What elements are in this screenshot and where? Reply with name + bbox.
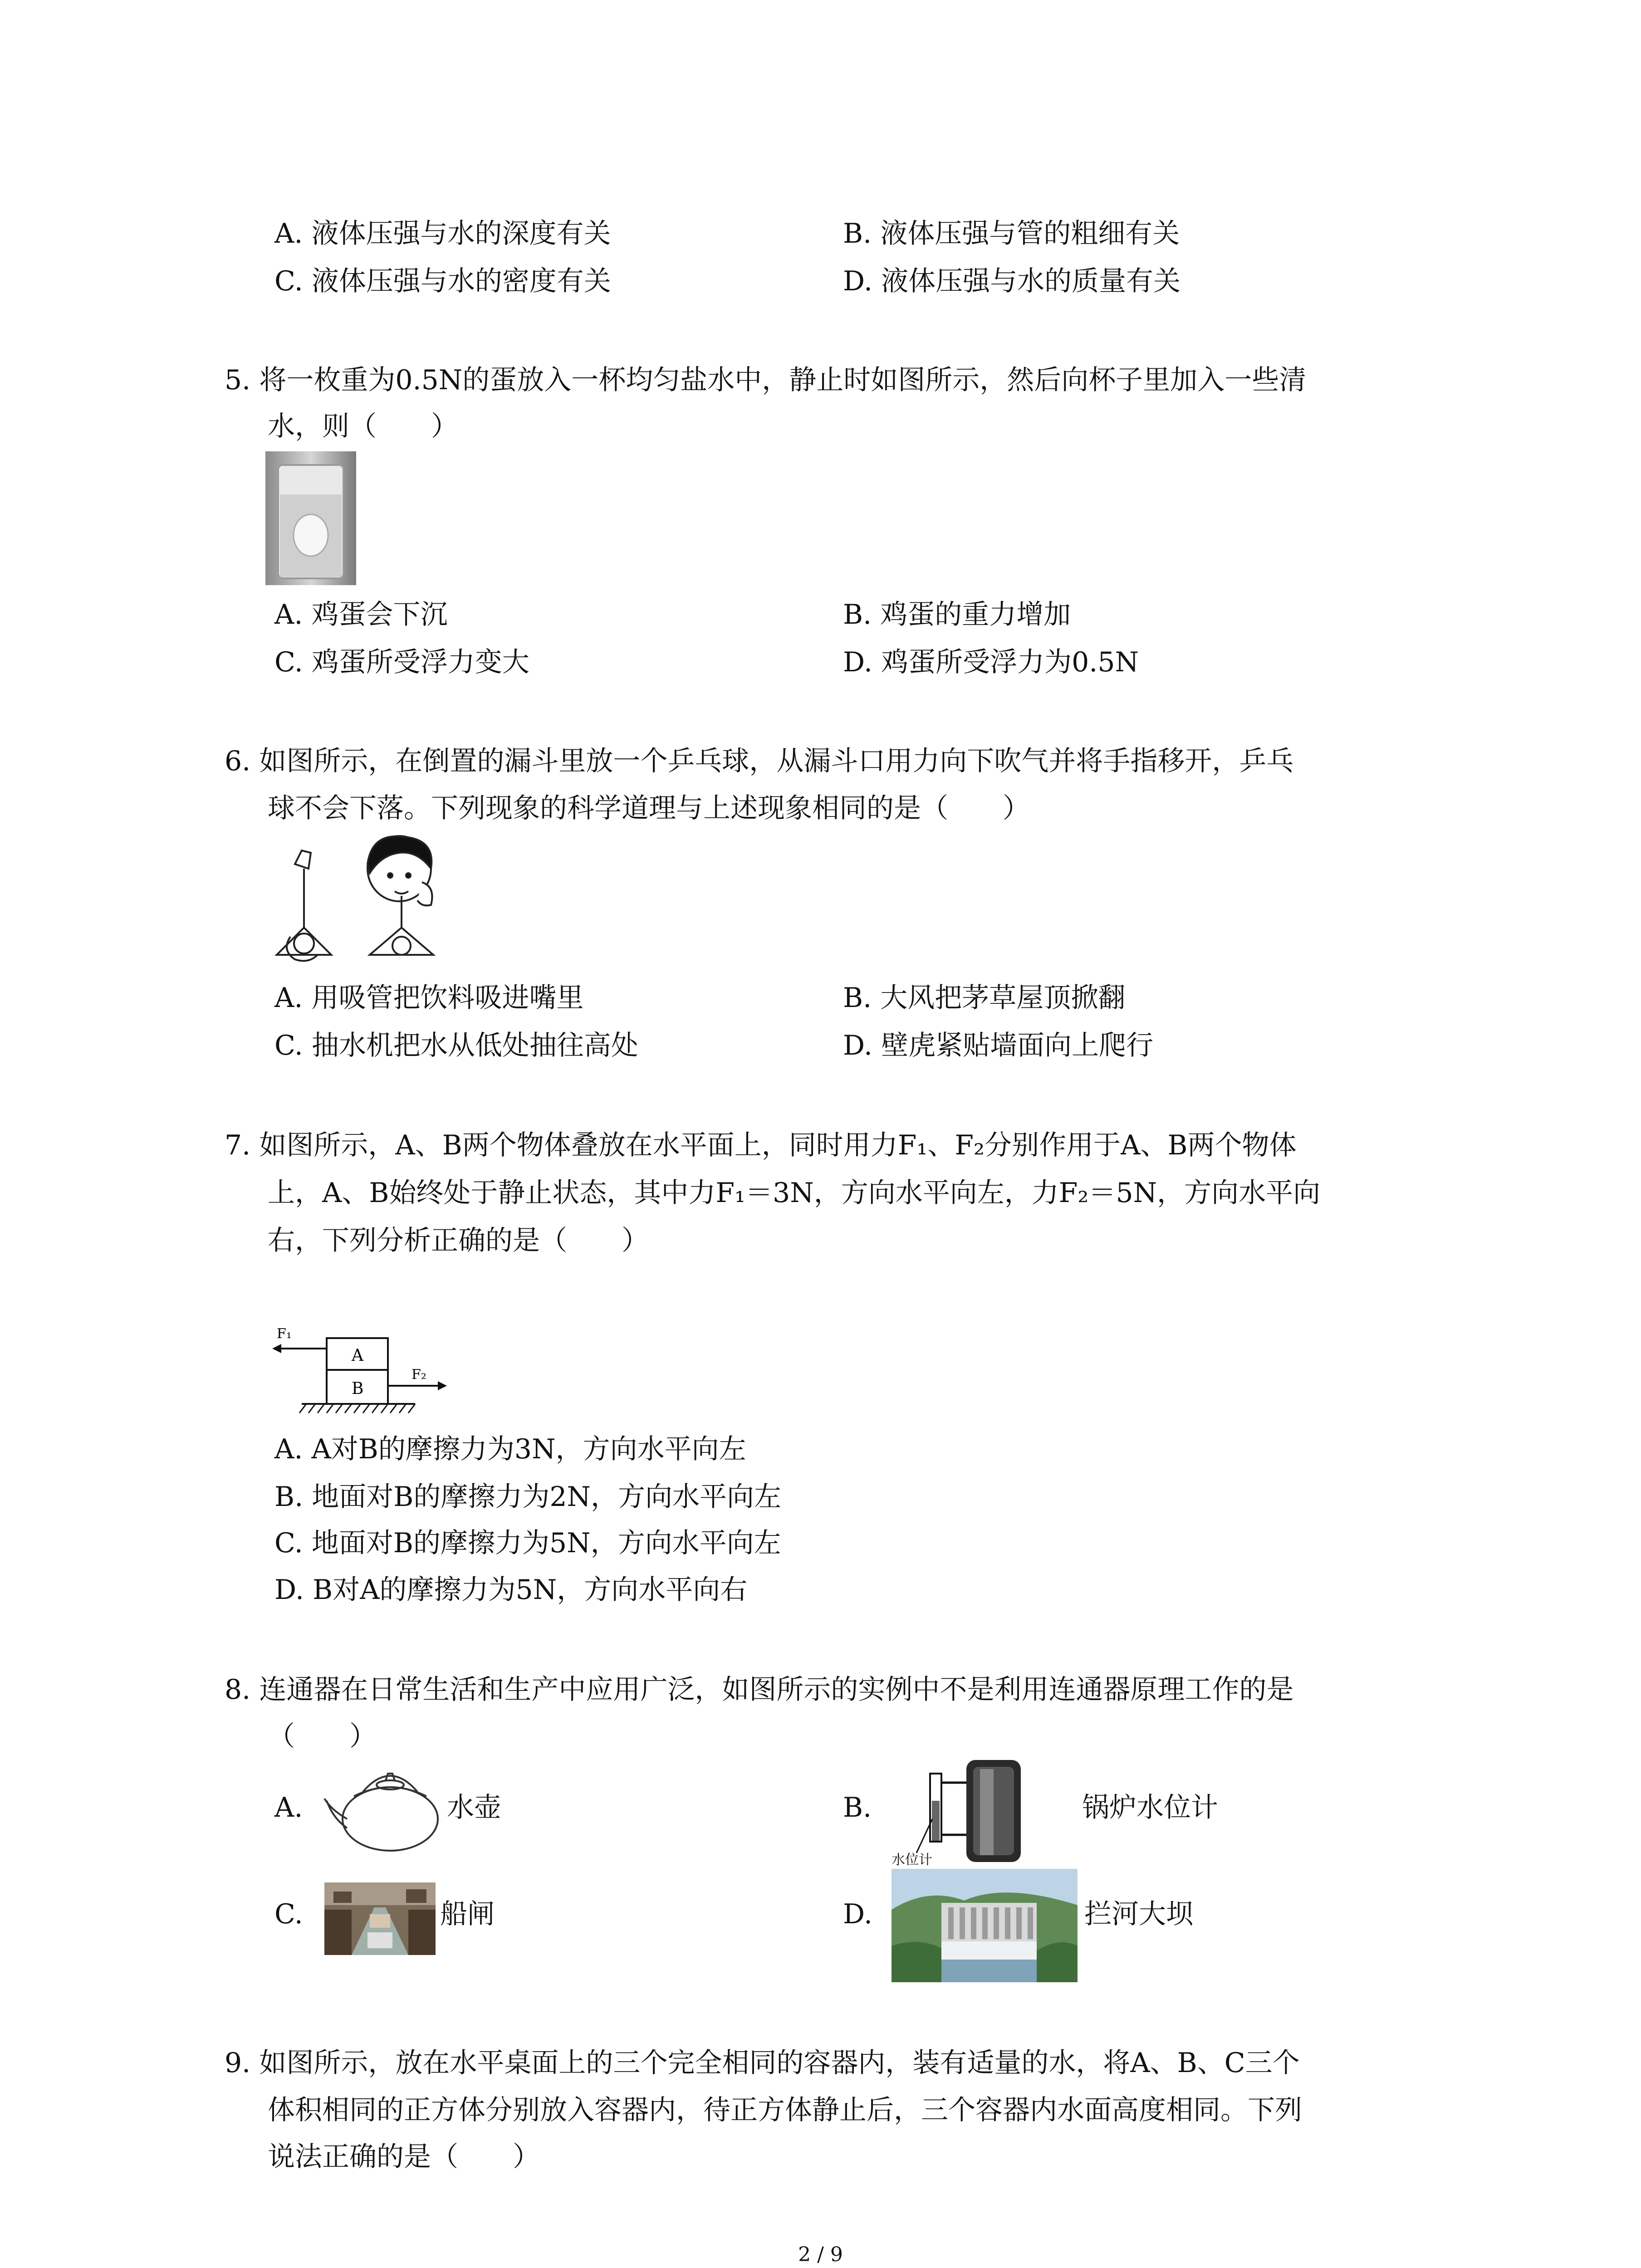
- q8-option-b-text: 锅炉水位计: [1082, 1792, 1218, 1823]
- q5-option-d: D. 鸡蛋所受浮力为0.5N: [843, 646, 1139, 678]
- q6-stem-line2: 球不会下落。下列现象的科学道理与上述现象相同的是（ ）: [268, 792, 1030, 824]
- q8-option-a-letter: A.: [274, 1792, 303, 1823]
- force-f1-label: F₁: [277, 1326, 292, 1342]
- q5-stem-line2: 水，则（ ）: [268, 411, 458, 442]
- water-gauge-label: 水位计: [892, 1852, 932, 1868]
- q9-stem-line1: 9. 如图所示，放在水平桌面上的三个完全相同的容器内，装有适量的水，将A、B、C三个: [225, 2047, 1300, 2079]
- q8-option-a-text: 水壶: [447, 1792, 501, 1823]
- q5-option-c: C. 鸡蛋所受浮力变大: [274, 646, 529, 678]
- q7-option-c: C. 地面对B的摩擦力为5N，方向水平向左: [274, 1527, 781, 1559]
- blocks-ab-force-diagram: [265, 1318, 456, 1422]
- q8-option-d-text: 拦河大坝: [1084, 1898, 1193, 1930]
- q8-option-b-letter: B.: [843, 1792, 872, 1823]
- q7-option-a: A. A对B的摩擦力为3N，方向水平向左: [274, 1433, 746, 1465]
- q6-stem-line1: 6. 如图所示，在倒置的漏斗里放一个乒乓球，从漏斗口用力向下吹气并将手指移开，乒乓: [225, 745, 1294, 777]
- q4-option-c: C. 液体压强与水的密度有关: [274, 265, 611, 297]
- funnel-pingpong-image: [268, 832, 485, 968]
- q5-stem-line1: 5. 将一枚重为0.5N的蛋放入一杯均匀盐水中，静止时如图所示，然后向杯子里加入一些清: [225, 364, 1307, 396]
- q5-option-b: B. 鸡蛋的重力增加: [843, 599, 1071, 631]
- q8-option-c-text: 船闸: [440, 1898, 495, 1930]
- river-dam-image: [892, 1869, 1078, 1982]
- q7-option-d: D. B对A的摩擦力为5N，方向水平向右: [274, 1574, 748, 1606]
- q9-stem-line3: 说法正确的是（ ）: [268, 2141, 540, 2173]
- q9-stem-line2: 体积相同的正方体分别放入容器内，待正方体静止后，三个容器内水面高度相同。下列: [268, 2094, 1302, 2126]
- page-number: 2 / 9: [798, 2243, 843, 2266]
- q6-option-a: A. 用吸管把饮料吸进嘴里: [274, 982, 584, 1014]
- q7-stem-line1: 7. 如图所示，A、B两个物体叠放在水平面上，同时用力F₁、F₂分别作用于A、B两个物体: [225, 1129, 1297, 1161]
- q6-option-d: D. 壁虎紧贴墙面向上爬行: [843, 1030, 1154, 1061]
- q7-option-b: B. 地面对B的摩擦力为2N，方向水平向左: [274, 1481, 782, 1513]
- kettle-image: [322, 1760, 445, 1855]
- ship-lock-image: [324, 1882, 436, 1955]
- q8-option-c-letter: C.: [274, 1898, 303, 1930]
- q4-option-a: A. 液体压强与水的深度有关: [274, 218, 611, 249]
- q4-option-d: D. 液体压强与水的质量有关: [843, 265, 1181, 297]
- q7-stem-line3: 右，下列分析正确的是（ ）: [268, 1225, 649, 1256]
- q7-stem-line2: 上，A、B始终处于静止状态，其中力F₁＝3N，方向水平向左，力F₂＝5N，方向水平向: [268, 1177, 1321, 1209]
- egg-in-saltwater-image: [265, 451, 356, 585]
- boiler-water-gauge-image: [892, 1755, 1082, 1869]
- block-b-label: B: [352, 1379, 364, 1398]
- q8-stem-line2: （ ）: [268, 1721, 377, 1752]
- force-f2-label: F₂: [411, 1367, 426, 1383]
- q6-option-b: B. 大风把茅草屋顶掀翻: [843, 982, 1126, 1014]
- q5-option-a: A. 鸡蛋会下沉: [274, 599, 448, 631]
- block-a-label: A: [352, 1346, 363, 1365]
- q4-option-b: B. 液体压强与管的粗细有关: [843, 218, 1180, 249]
- q6-option-c: C. 抽水机把水从低处抽往高处: [274, 1030, 638, 1061]
- q8-option-d-letter: D.: [843, 1898, 873, 1930]
- q8-stem-line1: 8. 连通器在日常生活和生产中应用广泛，如图所示的实例中不是利用连通器原理工作的是: [225, 1674, 1294, 1706]
